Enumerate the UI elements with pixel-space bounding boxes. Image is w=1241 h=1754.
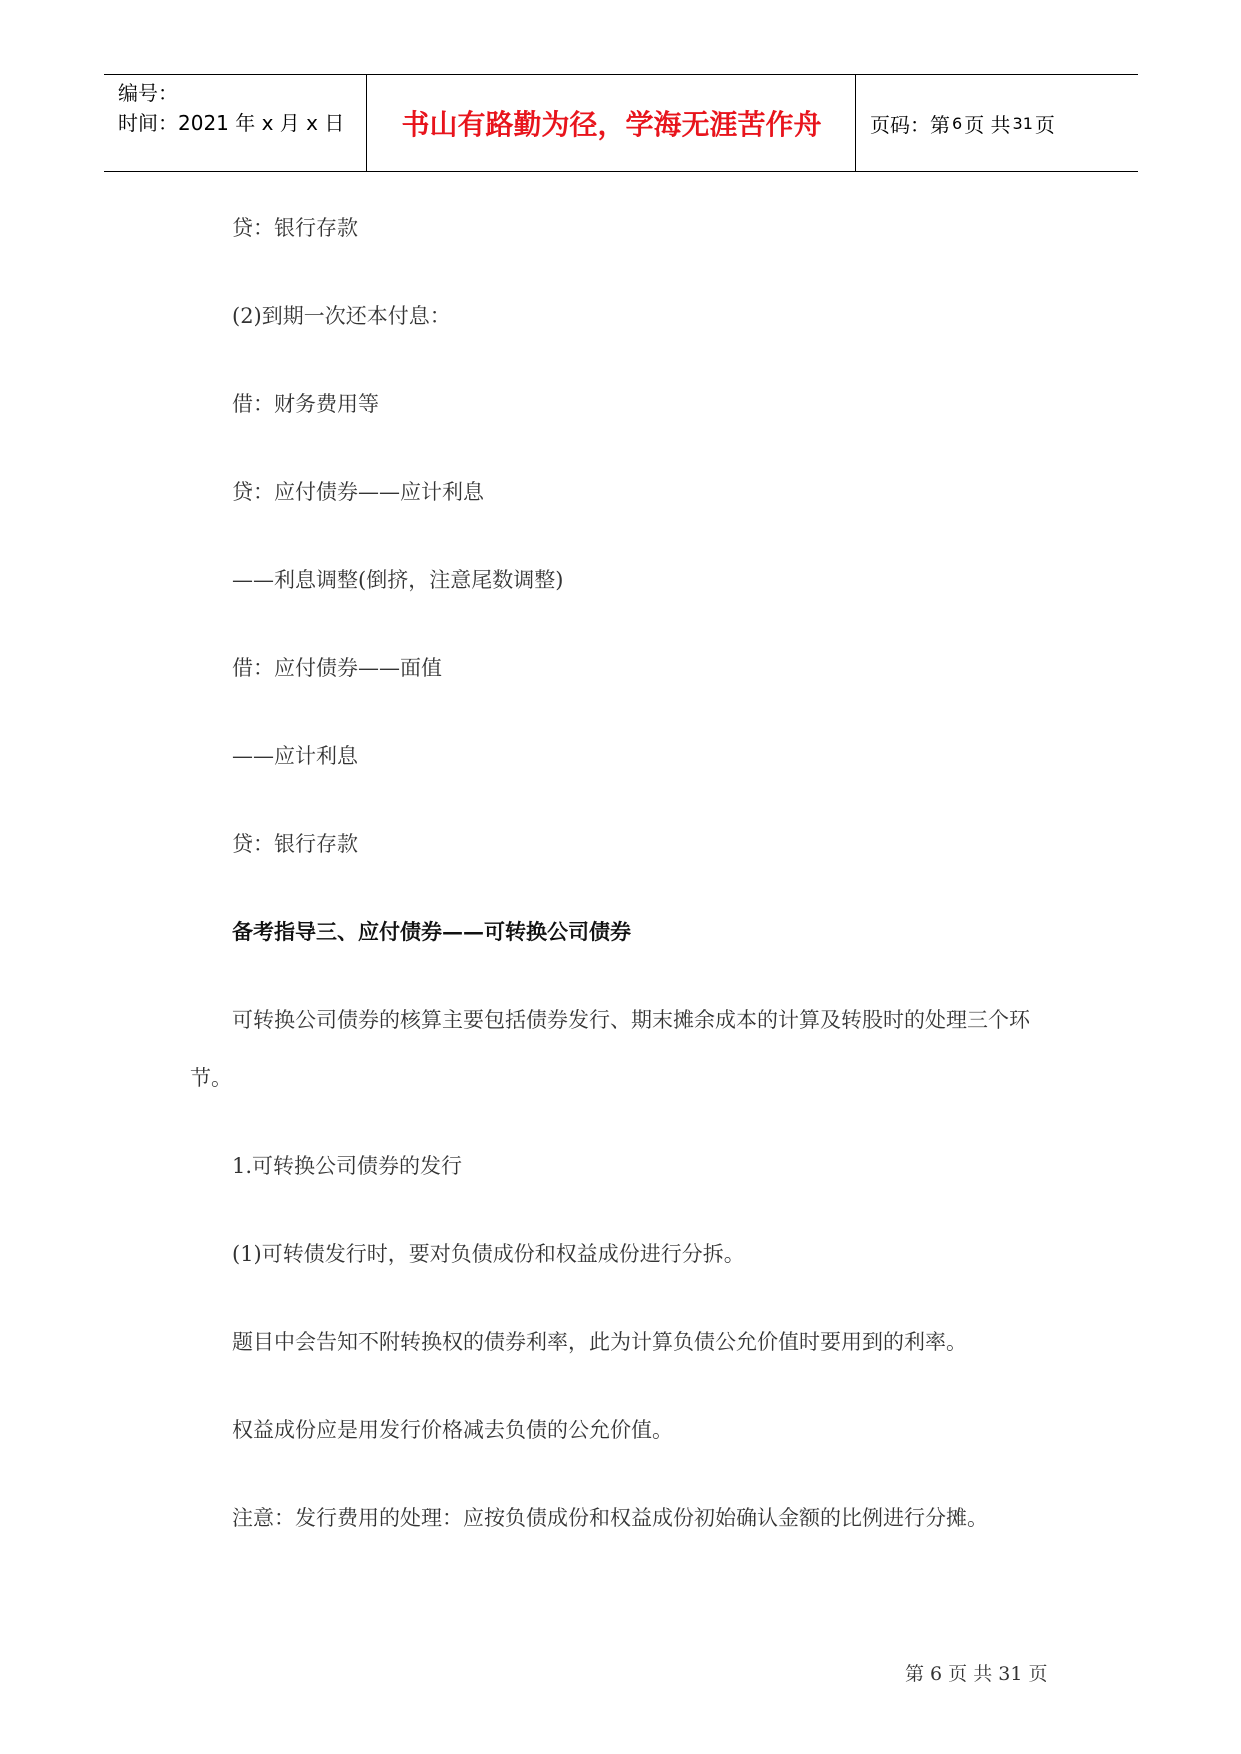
body-line: 贷：应付债券——应计利息 [232, 480, 484, 504]
body-line: 贷：银行存款 [232, 832, 358, 856]
header-page-number: 6 [952, 113, 963, 133]
body-line: 借：财务费用等 [232, 392, 379, 416]
header-divider-right [855, 75, 856, 171]
header-page-total: 31 [1012, 113, 1033, 133]
section-heading: 备考指导三、应付债券——可转换公司债券 [232, 919, 631, 944]
document-time-label: 时间：2021 年 x 月 x 日 [118, 111, 345, 135]
body-line: 可转换公司债券的核算主要包括债券发行、期末摊余成本的计算及转股时的处理三个环 [232, 1008, 1030, 1032]
body-line: 1.可转换公司债券的发行 [232, 1154, 463, 1178]
body-line: (2)到期一次还本付息： [232, 304, 451, 328]
body-line: 借：应付债券——面值 [232, 656, 442, 680]
header-meta [104, 75, 366, 171]
body-line: (1)可转债发行时，要对负债成份和权益成份进行分拆。 [232, 1242, 745, 1266]
header-page-indicator [870, 75, 1055, 171]
page-header [104, 74, 1138, 172]
body-line: 贷：银行存款 [232, 216, 358, 240]
body-line: ——利息调整(倒挤，注意尾数调整) [232, 568, 564, 592]
body-line: 节。 [190, 1066, 232, 1090]
body-line: 题目中会告知不附转换权的债券利率，此为计算负债公允价值时要用到的利率。 [232, 1330, 967, 1354]
document-number-label: 编号： [118, 81, 178, 105]
page-footer: 第 6 页 共 31 页 [905, 1663, 1048, 1685]
header-motto: 书山有路勤为径，学海无涯苦作舟 [401, 108, 822, 141]
header-page-prefix: 页码：第 [870, 112, 950, 137]
header-divider-left [366, 75, 367, 171]
header-page-suffix: 页 [1034, 112, 1055, 137]
body-line: 注意：发行费用的处理：应按负债成份和权益成份初始确认金额的比例进行分摊。 [232, 1506, 988, 1530]
header-page-mid: 页 共 [964, 112, 1011, 137]
body-line: ——应计利息 [232, 744, 358, 768]
body-line: 权益成份应是用发行价格减去负债的公允价值。 [232, 1418, 673, 1442]
